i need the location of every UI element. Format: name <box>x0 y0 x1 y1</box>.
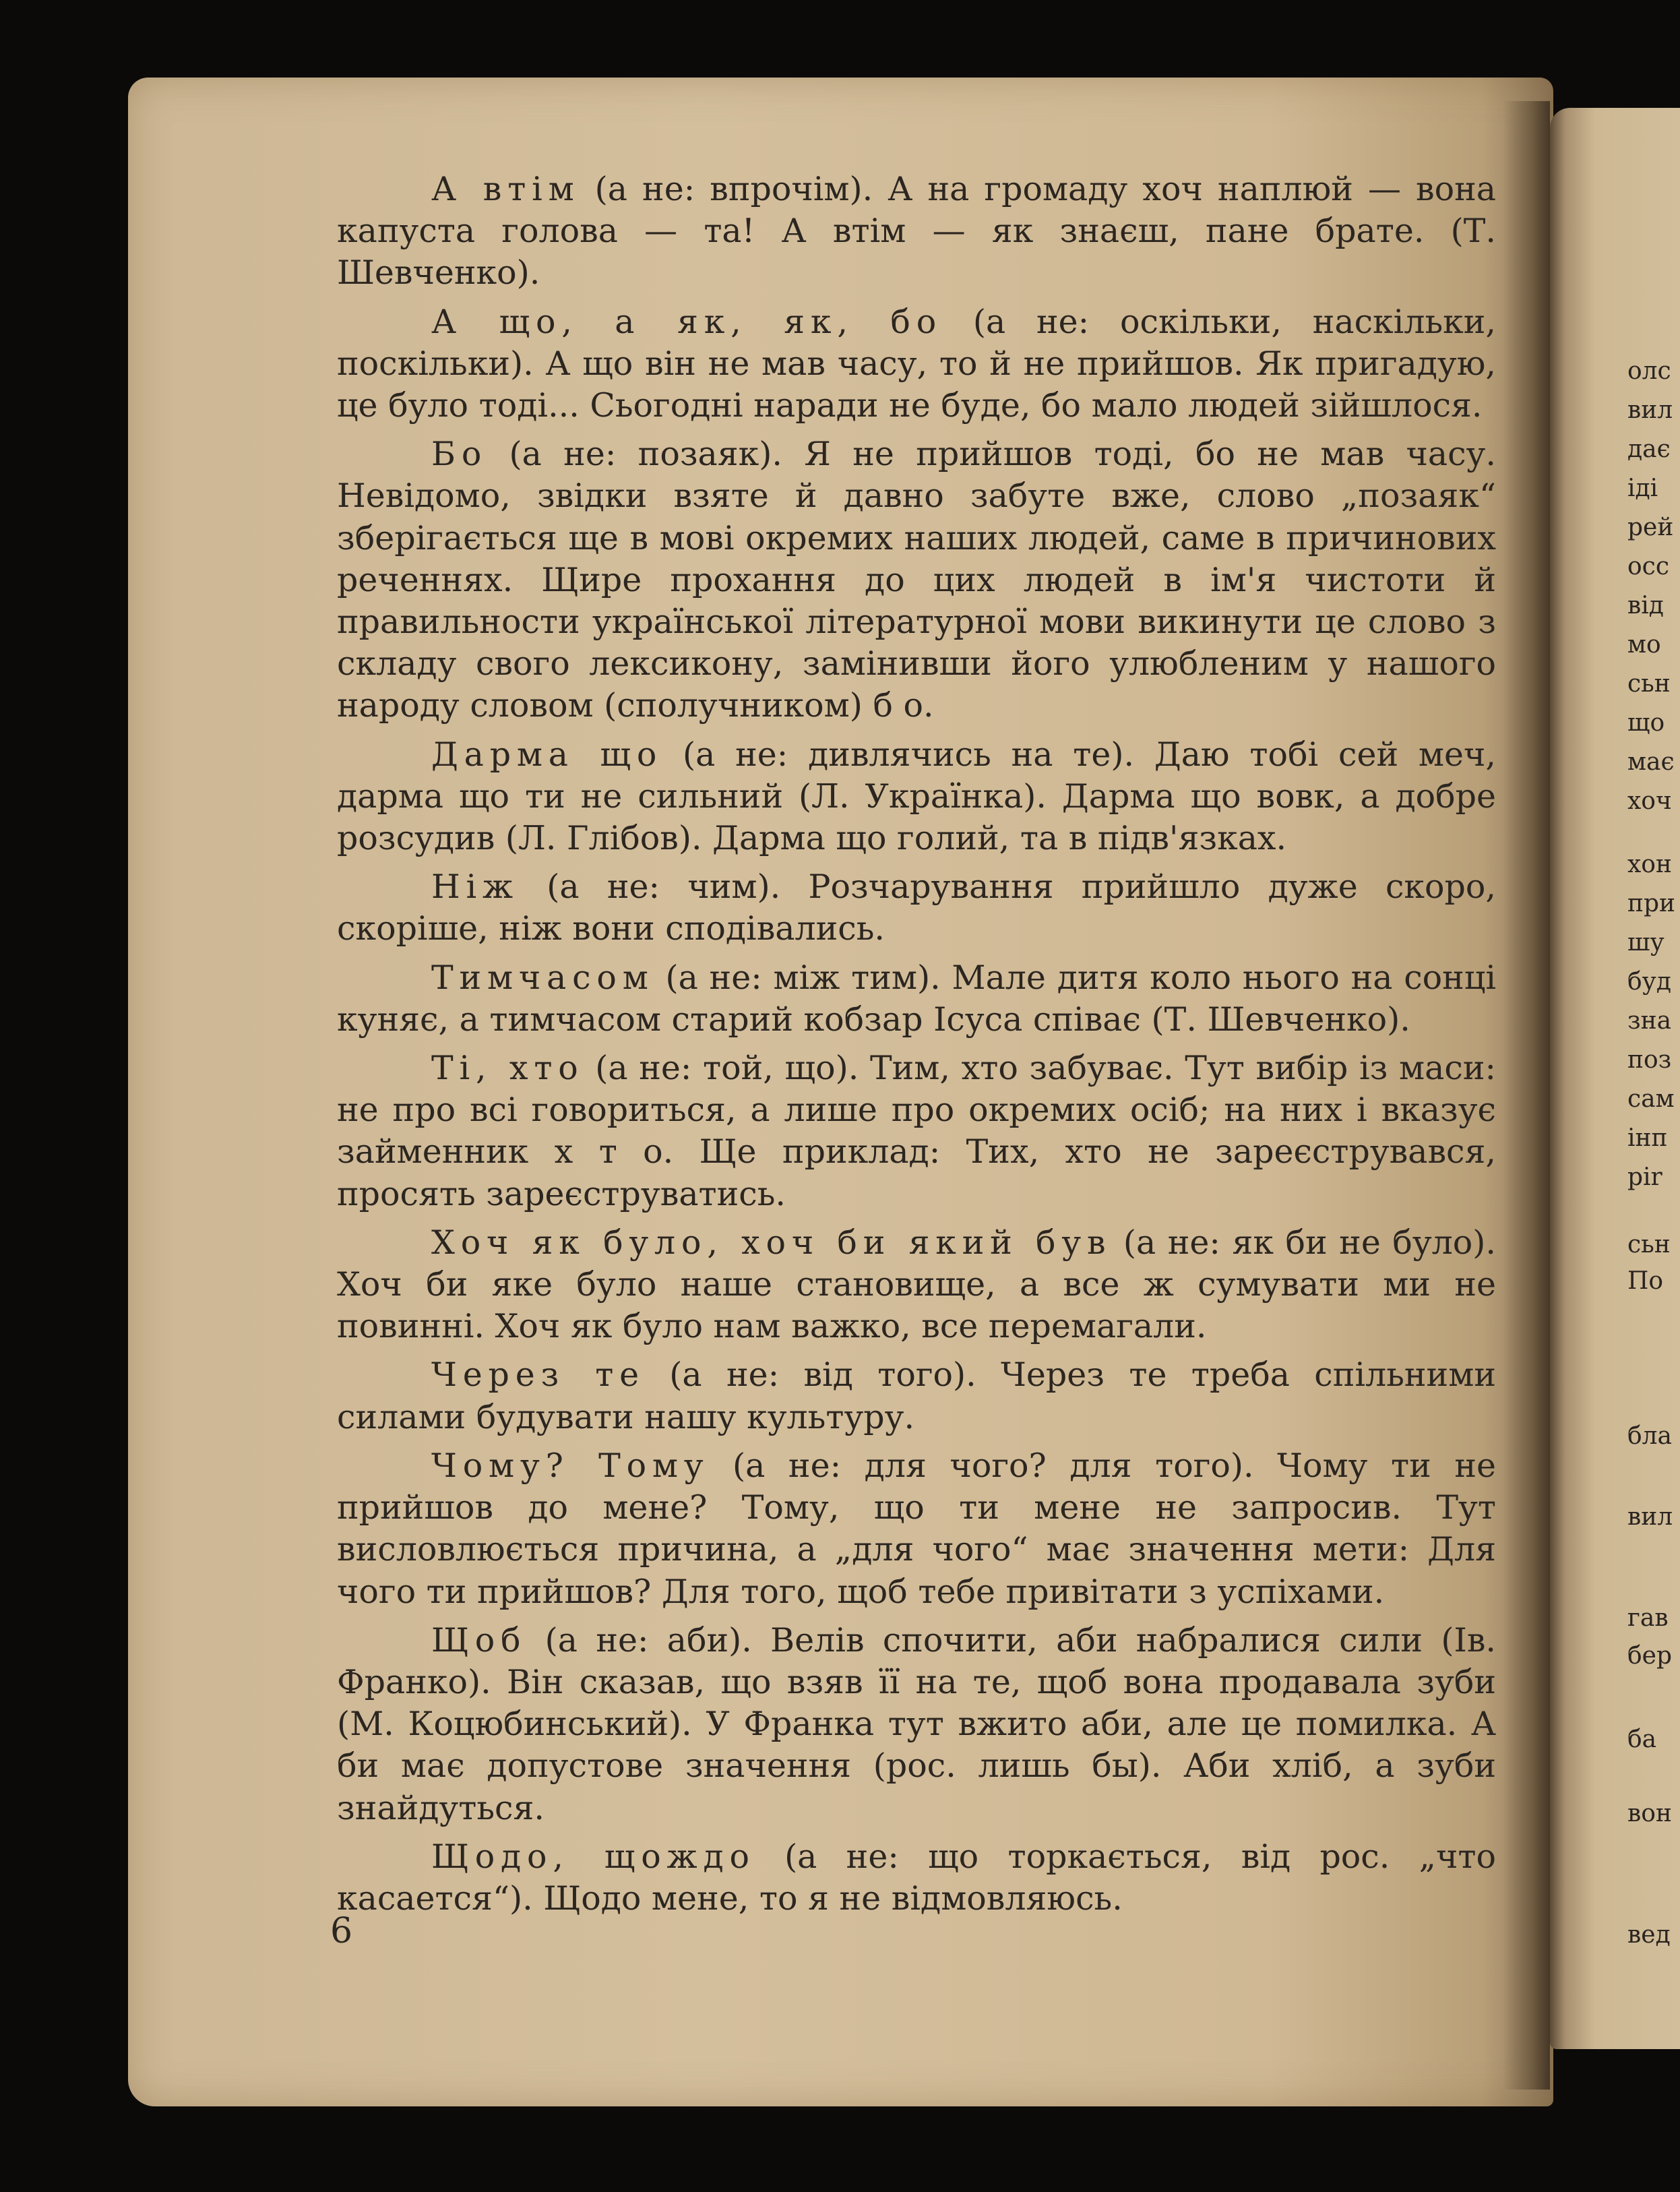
adjacent-page-fragment: мо <box>1627 631 1661 659</box>
adjacent-page-fragment: вон <box>1627 1800 1672 1827</box>
adjacent-page-fragment: шу <box>1627 929 1665 956</box>
adjacent-page-fragment: інп <box>1627 1124 1668 1152</box>
page-number: 6 <box>330 1911 353 1951</box>
adjacent-page-fragment: осс <box>1627 553 1669 580</box>
entry-text: (а не: дивлячись на те). Даю тобі сей меч, дарма що ти не сильний (Л. Українка). Дарма що вовк, а добре розсудив (Л. Глібов). Дарма що голий, та в підв'язках. <box>337 735 1497 858</box>
page-text <box>337 169 1496 1926</box>
entry-paragraph <box>337 301 1496 427</box>
entry-term: А що, а як, як, бо <box>431 302 943 341</box>
entry-text: (а не: від того). Через те треба спільними силами будувати нашу культуру. <box>337 1356 1496 1436</box>
entry-term: А втім <box>431 170 580 208</box>
adjacent-page-fragment: має <box>1627 748 1675 776</box>
adjacent-page-fragment: від <box>1627 592 1664 619</box>
adjacent-page-fragment: олс <box>1627 357 1671 385</box>
entry-term: Бо <box>431 435 488 474</box>
adjacent-page-fragment: при <box>1627 890 1676 917</box>
adjacent-page-fragment: По <box>1627 1267 1664 1295</box>
entry-text: (а не: що торкається, від рос. „что касается“). Щодо мене, то я не відмовляюсь. <box>337 1837 1496 1918</box>
entry-term: Щоб <box>431 1620 527 1660</box>
entry-term: Ті, хто <box>431 1049 584 1088</box>
adjacent-page-fragment: буд <box>1627 968 1672 996</box>
entry-text: (а не: оскільки, наскільки, поскільки). А що він не мав часу, то й не прийшов. Як пригадую, це було тоді... Сьогодні наради не буде, бо мало людей зійшлося. <box>337 302 1496 425</box>
adjacent-page-fragment: хоч <box>1627 787 1672 815</box>
entry-term: Чому? Тому <box>431 1446 710 1485</box>
entry-paragraph <box>337 169 1496 295</box>
adjacent-page-fragment: бла <box>1627 1422 1673 1450</box>
adjacent-page-fragment: вед <box>1627 1921 1671 1949</box>
entry-paragraph <box>337 1620 1496 1829</box>
adjacent-page-fragment: pir <box>1627 1163 1662 1191</box>
adjacent-page-fragment: хон <box>1627 851 1672 878</box>
entry-text: (а не: аби). Велів спочити, аби набралися сили (Ів. Франко). Він сказав, що взяв її на те, щоб вона продавала зуби (М. Коцюбинський). У Франка тут вжито аби, але це помилка. А би має допустове значення (рос. лишь бы). Аби хліб, а зуби знайдуться. <box>337 1620 1496 1827</box>
entry-paragraph <box>337 433 1496 727</box>
entry-term: Щодо, щождо <box>431 1837 755 1876</box>
adjacent-page-fragment: поз <box>1627 1046 1672 1074</box>
entry-text: (а не: між тим). Мале дитя коло нього на сонці куняє, а тимчасом старий кобзар Ісуса співає (Т. Шевченко). <box>337 958 1496 1039</box>
adjacent-page-fragment: вил <box>1627 1503 1673 1531</box>
adjacent-page-fragment: бер <box>1627 1642 1673 1670</box>
entry-paragraph <box>337 1354 1496 1438</box>
entry-paragraph <box>337 1836 1496 1920</box>
adjacent-page-fragment: сьн <box>1627 1231 1671 1258</box>
adjacent-page-fragment: що <box>1627 709 1665 737</box>
adjacent-page-fragment: вил <box>1627 396 1673 424</box>
adjacent-page-fragment: іді <box>1627 475 1658 502</box>
adjacent-page-fragment: сам <box>1627 1085 1675 1113</box>
adjacent-page <box>1550 108 1680 2049</box>
adjacent-page-fragment: дає <box>1627 435 1671 463</box>
entry-term: Ніж <box>431 867 519 907</box>
adjacent-page-fragment: сьн <box>1627 670 1671 698</box>
adjacent-page-fragment: гав <box>1627 1604 1669 1632</box>
entry-paragraph <box>337 957 1496 1041</box>
book-gutter <box>1503 101 1550 2090</box>
entry-paragraph <box>337 1047 1496 1215</box>
entry-term: Тимчасом <box>431 958 654 997</box>
entry-paragraph <box>337 734 1496 860</box>
adjacent-page-fragment: зна <box>1627 1007 1672 1035</box>
entry-text: (а не: впрочім). А на громаду хоч наплюй — вона капуста голова — та! А втім — як знаєш, пане брате. (Т. Шевченко). <box>337 170 1496 293</box>
entry-paragraph <box>337 1222 1496 1348</box>
entry-text: (а не: чим). Розчарування прийшло дуже скоро, скоріше, ніж вони сподівались. <box>337 867 1496 948</box>
entry-term: Через те <box>431 1356 645 1395</box>
entry-text: (а не: для чого? для того). Чому ти не прийшов до мене? Тому, що ти мене не запросив. Тут висловлюється причина, а „для чого“ має значення мети: Для чого ти прийшов? Для того, щоб тебе привітати з успіхами. <box>337 1446 1496 1611</box>
entry-term: Хоч як було, хоч би який був <box>431 1223 1112 1262</box>
entry-term: Дарма що <box>431 735 663 774</box>
entry-paragraph <box>337 1445 1496 1613</box>
entry-text: (а не: позаяк). Я не прийшов тоді, бо не мав часу. Невідомо, звідки взяте й давно забуте вже, слово „позаяк“ зберігається ще в мові окремих наших людей, саме в причинових реченнях. Щире прохання до цих людей в ім'я чистоти й правильности української літературної мови викинути це слово з складу свого лексикону, замінивши його улюбленим у нашого народу словом (сполучником) б о. <box>337 435 1496 725</box>
adjacent-page-fragment: ба <box>1627 1726 1657 1753</box>
adjacent-page-fragment: рей <box>1627 514 1674 541</box>
entry-text: (а не: як би не було). Хоч би яке було наше становище, а все ж сумувати ми не повинні. Хоч як було нам важко, все перемагали. <box>337 1223 1496 1346</box>
entry-text: (а не: той, що). Тим, хто забуває. Тут вибір із маси: не про всі говориться, а лише про окремих осіб; на них і вказує займенник х т о. Ще приклад: Тих, хто не зареєструвався, просять зареєструватись. <box>337 1049 1496 1213</box>
entry-paragraph <box>337 866 1496 950</box>
